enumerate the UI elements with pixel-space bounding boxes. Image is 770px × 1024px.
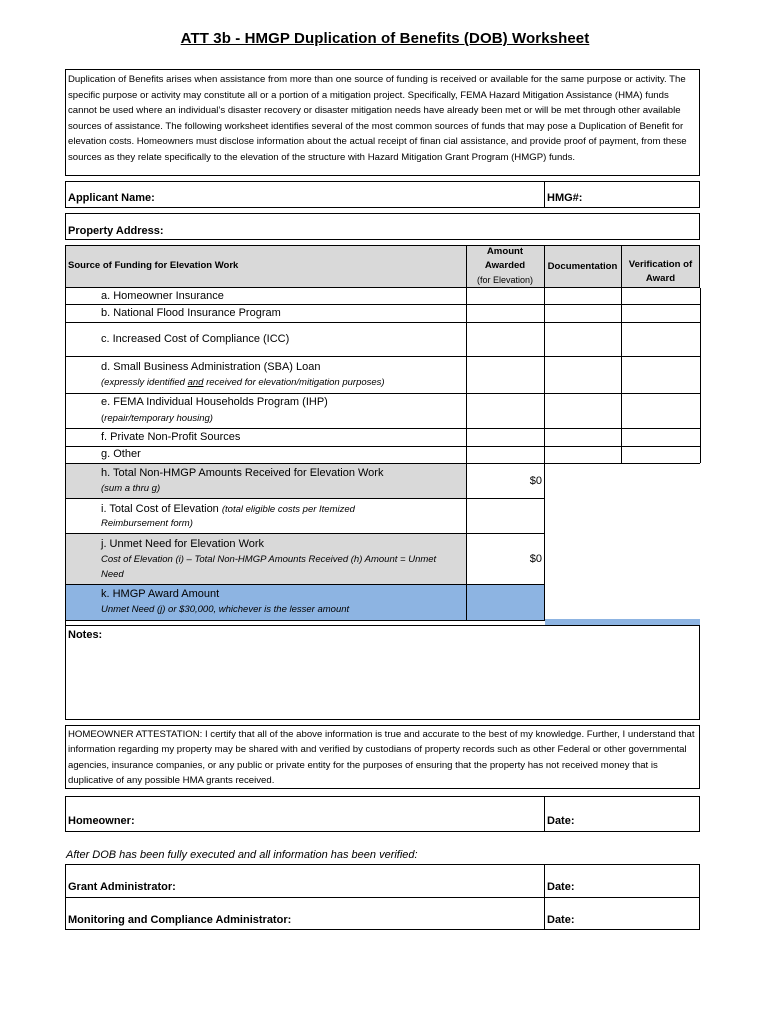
row-f-label: f. Private Non-Profit Sources — [101, 431, 241, 443]
grant-admin-label: Grant Administrator: — [68, 881, 176, 893]
property-address-field[interactable] — [160, 218, 695, 236]
divider — [621, 288, 622, 463]
row-f-amount-input[interactable] — [467, 429, 543, 445]
after-dob-note: After DOB has been fully executed and all information has been verified: — [66, 849, 418, 861]
homeowner-label: Homeowner: — [68, 815, 135, 827]
divider — [65, 322, 700, 323]
divider — [700, 288, 701, 463]
notes-label: Notes: — [68, 629, 103, 641]
row-d-note: (expressly identified and received for elevation/mitigation purposes) — [101, 377, 385, 388]
applicant-name-label: Applicant Name: — [68, 192, 155, 204]
homeowner-date-label: Date: — [547, 815, 575, 827]
divider — [65, 288, 66, 625]
grant-admin-signature-field[interactable] — [190, 868, 540, 894]
intro-paragraph: Duplication of Benefits arises when assistance from more than one source of funding is received or available for the same purpose or activity. The specific purpose or activity may constitute all or a portion of a mitigation project. Specifically, FEMA Hazard Mitigation Assistance (HMA) funds cannot be used where an individual’s disaster recovery or disaster mitigation needs have already been met or will be met through other available sources of assistance. The following worksheet identifies several of the most common sources of funds that may pose a Duplication of Benefit for elevation costs. Homeowners must disclose information about the actual receipt of finan cial assistance, and provide proof of payment, from these sources as they relate specifically to the elevation of the structure with Hazard Mitigation Grant Program (HMGP) funds. — [65, 69, 700, 176]
row-j-value: $0 — [529, 553, 542, 565]
grant-admin-date-field[interactable] — [580, 868, 695, 894]
divider — [65, 446, 700, 447]
row-k-note: Unmet Need (j) or $30,000, whichever is the lesser amount — [101, 604, 350, 615]
row-k-label: k. HMGP Award Amount — [101, 588, 220, 600]
row-h-value: $0 — [529, 475, 542, 487]
row-i-note: Reimbursement form) — [101, 518, 193, 529]
col-verification-header-1: Verification of — [628, 259, 693, 270]
col-documentation-header: Documentation — [547, 261, 618, 272]
col-source-header: Source of Funding for Elevation Work — [68, 260, 239, 271]
row-c-label: c. Increased Cost of Compliance (ICC) — [101, 333, 290, 345]
row-j-note-1: Cost of Elevation (i) – Total Non-HMGP Amounts Received (h) Amount = Unmet — [101, 554, 437, 565]
monitoring-date-field[interactable] — [580, 901, 695, 927]
divider — [65, 428, 700, 429]
divider — [65, 356, 700, 357]
applicant-name-field[interactable] — [152, 186, 540, 204]
hmg-number-field[interactable] — [583, 186, 695, 204]
hmg-number-label: HMG#: — [547, 192, 583, 204]
divider — [544, 288, 545, 620]
row-i-label: i. Total Cost of Elevation (total eligible costs per Itemized — [101, 503, 355, 515]
row-j-note-2: Need — [101, 569, 124, 580]
homeowner-date-field[interactable] — [580, 800, 695, 828]
row-a-amount-input[interactable] — [467, 289, 543, 304]
attestation-box: HOMEOWNER ATTESTATION: I certify that all of the above information is true and accurate to the best of my knowledge. Further, I understand that information regarding my property may be shared with and verified by custodians of property records such as other Federal or other governmental agencies, insurance companies, or any public or private entity for the purposes of ensuring that the property has not received money that is duplicative of any possible HMA grants received. — [65, 725, 700, 789]
notes-box[interactable] — [65, 625, 700, 720]
divider — [65, 897, 700, 898]
col-verification-header-2: Award — [645, 273, 676, 284]
row-h-note: (sum a thru g) — [101, 483, 161, 494]
page-title: ATT 3b - HMGP Duplication of Benefits (DOB) Worksheet — [180, 30, 590, 47]
row-k-amount-input[interactable] — [467, 586, 543, 619]
divider — [65, 463, 700, 464]
col-amount-header-1: Amount — [486, 246, 524, 257]
divider — [65, 584, 545, 585]
divider — [65, 533, 545, 534]
monitoring-label: Monitoring and Compliance Administrator: — [68, 914, 292, 926]
row-d-label: d. Small Business Administration (SBA) Loan — [101, 361, 321, 373]
monitoring-signature-field[interactable] — [290, 901, 540, 927]
row-g-amount-input[interactable] — [467, 447, 543, 462]
row-e-label: e. FEMA Individual Households Program (IHP) — [101, 396, 328, 408]
row-i-amount-input[interactable] — [467, 499, 543, 532]
monitoring-date-label: Date: — [547, 914, 575, 926]
row-j-label: j. Unmet Need for Elevation Work — [101, 538, 265, 550]
row-c-amount-input[interactable] — [467, 323, 543, 355]
row-h-label: h. Total Non-HMGP Amounts Received for Elevation Work — [101, 467, 384, 479]
row-b-amount-input[interactable] — [467, 305, 543, 321]
col-amount-header-3: (for Elevation) — [476, 275, 534, 285]
divider — [544, 796, 545, 832]
row-e-amount-input[interactable] — [467, 394, 543, 427]
divider — [65, 620, 545, 621]
divider — [544, 181, 545, 208]
divider — [544, 864, 545, 930]
property-address-label: Property Address: — [68, 225, 164, 237]
homeowner-signature-field[interactable] — [140, 800, 540, 828]
row-g-label: g. Other — [101, 448, 141, 460]
row-b-label: b. National Flood Insurance Program — [101, 307, 281, 319]
col-amount-header-2: Awarded — [484, 260, 526, 271]
row-d-amount-input[interactable] — [467, 357, 543, 392]
row-e-note: (repair/temporary housing) — [101, 413, 213, 424]
row-a-label: a. Homeowner Insurance — [101, 290, 224, 302]
grant-admin-date-label: Date: — [547, 881, 575, 893]
divider — [65, 393, 700, 394]
divider — [65, 304, 700, 305]
